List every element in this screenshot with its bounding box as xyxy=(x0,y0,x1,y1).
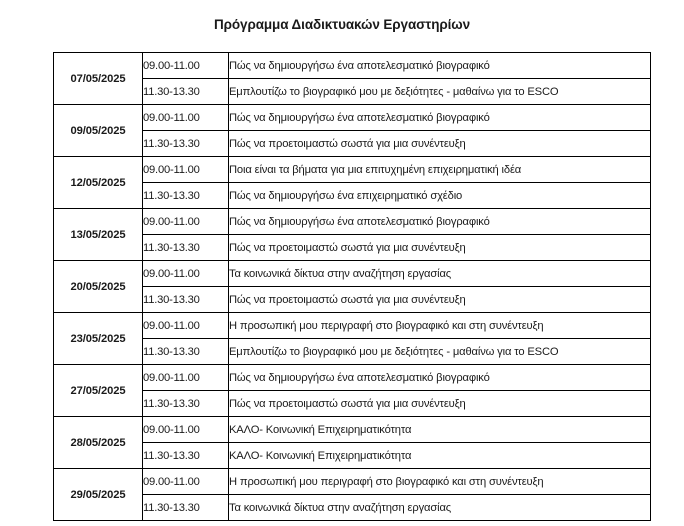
schedule-date-cell: 12/05/2025 xyxy=(54,157,143,209)
schedule-topic-cell: Η προσωπική μου περιγραφή στο βιογραφικό και στη συνέντευξη xyxy=(229,313,651,339)
schedule-time-cell: 11.30-13.30 xyxy=(143,183,229,209)
schedule-topic-cell: Τα κοινωνικά δίκτυα στην αναζήτηση εργασίας xyxy=(229,495,651,521)
table-row xyxy=(54,131,651,157)
schedule-date-cell: 27/05/2025 xyxy=(54,365,143,417)
schedule-topic-cell: ΚΑΛΟ- Κοινωνική Επιχειρηματικότητα xyxy=(229,417,651,443)
schedule-date-cell: 13/05/2025 xyxy=(54,209,143,261)
schedule-topic-cell: Πώς να δημιουργήσω ένα αποτελεσματικό βιογραφικό xyxy=(229,105,651,131)
workshop-schedule-table xyxy=(53,52,651,521)
table-row xyxy=(54,391,651,417)
schedule-topic-cell: Πώς να προετοιμαστώ σωστά για μια συνέντευξη xyxy=(229,131,651,157)
table-row xyxy=(54,365,651,391)
table-row xyxy=(54,261,651,287)
schedule-topic-cell: Ποια είναι τα βήματα για μια επιτυχημένη επιχειρηματική ιδέα xyxy=(229,157,651,183)
schedule-time-cell: 09.00-11.00 xyxy=(143,209,229,235)
schedule-time-cell: 11.30-13.30 xyxy=(143,495,229,521)
schedule-topic-cell: Πώς να προετοιμαστώ σωστά για μια συνέντευξη xyxy=(229,287,651,313)
schedule-topic-cell: Εμπλουτίζω το βιογραφικό μου με δεξιότητες - μαθαίνω για το ESCO xyxy=(229,339,651,365)
table-row xyxy=(54,105,651,131)
schedule-date-cell: 20/05/2025 xyxy=(54,261,143,313)
schedule-date-cell: 29/05/2025 xyxy=(54,469,143,521)
schedule-time-cell: 09.00-11.00 xyxy=(143,157,229,183)
schedule-topic-cell: Πώς να δημιουργήσω ένα επιχειρηματικό σχέδιο xyxy=(229,183,651,209)
schedule-time-cell: 09.00-11.00 xyxy=(143,261,229,287)
schedule-time-cell: 11.30-13.30 xyxy=(143,79,229,105)
table-row xyxy=(54,183,651,209)
table-row xyxy=(54,287,651,313)
schedule-time-cell: 11.30-13.30 xyxy=(143,287,229,313)
schedule-time-cell: 09.00-11.00 xyxy=(143,313,229,339)
schedule-time-cell: 11.30-13.30 xyxy=(143,443,229,469)
schedule-time-cell: 11.30-13.30 xyxy=(143,339,229,365)
table-row xyxy=(54,79,651,105)
table-row xyxy=(54,495,651,521)
schedule-time-cell: 11.30-13.30 xyxy=(143,391,229,417)
table-row xyxy=(54,235,651,261)
schedule-date-cell: 23/05/2025 xyxy=(54,313,143,365)
table-row xyxy=(54,339,651,365)
schedule-time-cell: 09.00-11.00 xyxy=(143,365,229,391)
schedule-topic-cell: ΚΑΛΟ- Κοινωνική Επιχειρηματικότητα xyxy=(229,443,651,469)
schedule-time-cell: 09.00-11.00 xyxy=(143,417,229,443)
schedule-topic-cell: Τα κοινωνικά δίκτυα στην αναζήτηση εργασίας xyxy=(229,261,651,287)
table-row xyxy=(54,157,651,183)
schedule-time-cell: 11.30-13.30 xyxy=(143,235,229,261)
schedule-date-cell: 07/05/2025 xyxy=(54,53,143,105)
schedule-topic-cell: Πώς να δημιουργήσω ένα αποτελεσματικό βιογραφικό xyxy=(229,53,651,79)
schedule-date-cell: 28/05/2025 xyxy=(54,417,143,469)
table-row xyxy=(54,209,651,235)
schedule-date-cell: 09/05/2025 xyxy=(54,105,143,157)
schedule-time-cell: 09.00-11.00 xyxy=(143,53,229,79)
schedule-topic-cell: Πώς να προετοιμαστώ σωστά για μια συνέντευξη xyxy=(229,235,651,261)
schedule-topic-cell: Πώς να δημιουργήσω ένα αποτελεσματικό βιογραφικό xyxy=(229,209,651,235)
schedule-topic-cell: Η προσωπική μου περιγραφή στο βιογραφικό και στη συνέντευξη xyxy=(229,469,651,495)
page-title: Πρόγραμμα Διαδικτυακών Εργαστηρίων xyxy=(213,17,470,32)
schedule-time-cell: 09.00-11.00 xyxy=(143,469,229,495)
schedule-table-body xyxy=(54,53,651,521)
table-row xyxy=(54,469,651,495)
schedule-time-cell: 09.00-11.00 xyxy=(143,105,229,131)
schedule-topic-cell: Πώς να προετοιμαστώ σωστά για μια συνέντευξη xyxy=(229,391,651,417)
schedule-topic-cell: Εμπλουτίζω το βιογραφικό μου με δεξιότητες - μαθαίνω για το ESCO xyxy=(229,79,651,105)
table-row xyxy=(54,313,651,339)
table-row xyxy=(54,53,651,79)
table-row xyxy=(54,417,651,443)
schedule-topic-cell: Πώς να δημιουργήσω ένα αποτελεσματικό βιογραφικό xyxy=(229,365,651,391)
schedule-time-cell: 11.30-13.30 xyxy=(143,131,229,157)
table-row xyxy=(54,443,651,469)
